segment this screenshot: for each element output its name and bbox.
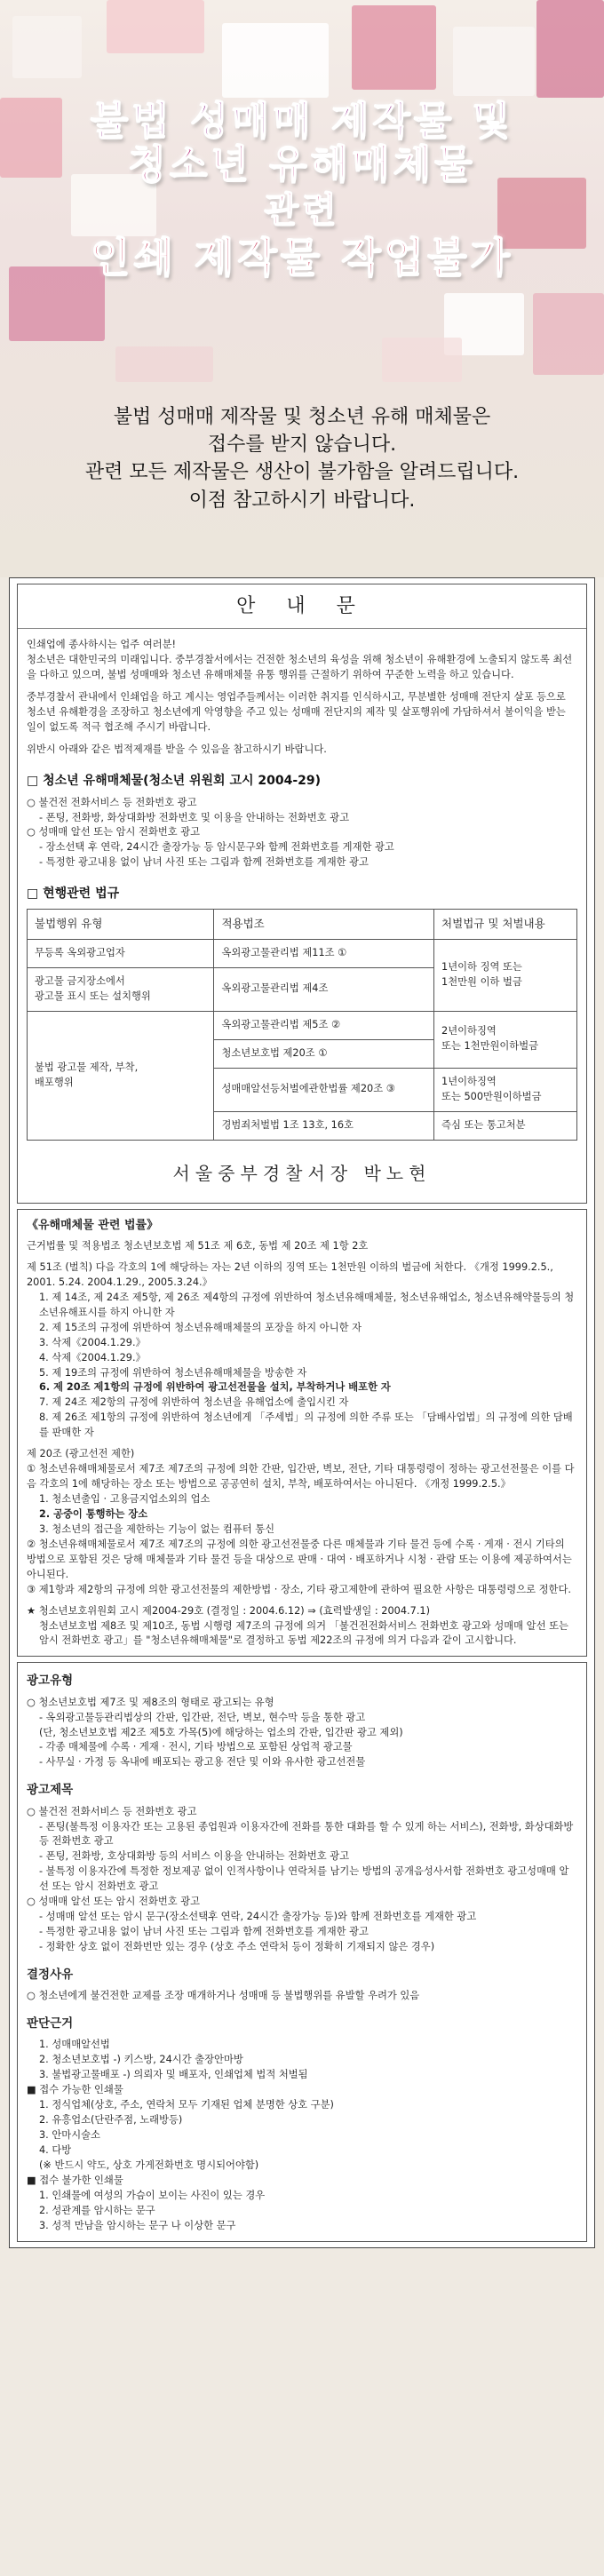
table-cell: 즉심 또는 통고처분 (434, 1111, 577, 1140)
signature: 서울중부경찰서장 박노현 (172, 1162, 432, 1184)
hero-subtitle (0, 403, 604, 514)
law-line: 1. 제 14조, 제 24조 제5항, 제 26조 제4항의 규정에 위반하여 청소년유해매체물, 청소년유해업소, 청소년유해약물등의 청소년유해표시를 하지 아니한 자 (39, 1291, 575, 1318)
list-item: 3. 성적 만남을 암시하는 문구 나 이상한 문구 (39, 2219, 236, 2231)
decor-square (382, 338, 462, 382)
decor-square (453, 27, 535, 96)
law-line: ② 청소년유해매체물로서 제7조 제7조의 규정에 의한 광고선전물중 다른 매체물과 기타 물건 등에 수록 · 게재 · 전시 기타의 방법으로 포함된 것은 당해 매체물과 기타 물건 등을 대상으로 판매 · 대여 · 배포하거나 시청 · 관람 또는 이용에 제공하여서는 아니된다. (27, 1538, 572, 1580)
law-line: 청소년보호법 제8조 및 제10조, 동법 시행령 제7조의 규정에 의거 「불건전전화서비스 전화번호 광고와 성매매 알선 또는 암시 전화번호 광고」를 "청소년유해매체물"로 결정하고 동법 제22조의 규정에 의거 다음과 같이 고시합니다. (39, 1619, 568, 1647)
list-item: ○ 청소년보호법 제7조 및 제8조의 형태로 광고되는 유형 (27, 1696, 274, 1708)
list-item: - 폰팅, 전화방, 화상대화방 전화번호 및 이용을 안내하는 전화번호 광고 (39, 811, 350, 823)
list-item: 3. 안마시술소 (39, 2129, 100, 2141)
table-cell: 1년이하 징역 또는 1천만원 이하 벌금 (434, 940, 577, 1012)
table-cell: 2년이하징역 또는 1천만원이하벌금 (434, 1011, 577, 1068)
law-line: 1. 청소년출입 · 고용금지업소외의 업소 (39, 1493, 211, 1505)
list-item: - 사무실 · 가정 등 옥내에 배포되는 광고용 전단 및 이와 유사한 광고선전물 (39, 1756, 366, 1769)
table-cell: 무등록 옥외광고업자 (28, 940, 214, 968)
law-line: ③ 제1항과 제2항의 규정에 의한 광고선전물의 제한방법 · 장소, 기타 광고제한에 관하여 필요한 사항은 대통령령으로 정한다. (27, 1583, 571, 1595)
document-sheet (9, 577, 595, 2248)
law-line: 제 51조 (벌칙) 다음 각호의 1에 해당하는 자는 2년 이하의 징역 또는 1천만원 이하의 벌금에 처한다. 《개정 1999.2.5., 2001. 5.24. 2004.1.29., 2005.3.24.》 (27, 1260, 553, 1288)
law-line: 제 20조 (광고선전 제한) (27, 1448, 135, 1460)
hero-sub-line-3: 관련 모든 제작물은 생산이 불가함을 알려드립니다. (84, 461, 520, 484)
law-line: ★ 청소년보호위원회 고시 제2004-29호 (결정일 : 2004.6.12) ⇒ (효력발생일 : 2004.7.1) (27, 1604, 431, 1617)
list-item: - 특정한 광고내용 없이 남녀 사진 또는 그림과 함께 전화번호를 게재한 광고 (39, 856, 369, 869)
list-item: ○ 불건전 전화서비스 등 전화번호 광고 (27, 1805, 197, 1817)
notice-box (17, 584, 587, 1204)
law-line-emphasis: 6. 제 20조 제1항의 규정에 위반하여 광고선전물을 설치, 부착하거나 배포한 자 (39, 1381, 391, 1394)
law-line-emphasis: 2. 공중이 통행하는 장소 (39, 1507, 148, 1520)
notice-intro-paragraph: 중부경찰서 관내에서 인쇄업을 하고 계시는 영업주들께서는 이러한 취지를 인식하시고, 무분별한 성매매 전단지 살포 등으로 청소년 유해환경을 조장하고 청소년에게 악영향을 주고 있는 성매매 전단지의 제작 및 살포행위에 가담하셔서 불이익을 받는 일이 없도록 적극 협조해 주시기 바랍니다. (27, 690, 566, 733)
table-cell: 경범죄처벌법 1조 13호, 16호 (214, 1111, 434, 1140)
list-item: - 각종 매체물에 수록 · 게재 · 전시, 기타 방법으로 포함된 상업적 광고물 (39, 1741, 353, 1753)
law-line: ① 청소년유해매체물로서 제7조 제7조의 규정에 의한 간판, 입간판, 벽보, 전단, 기타 대통령령이 정하는 광고선전물은 이를 다음 각호의 1에 해당하는 장소 또는 방법으로 공공연히 설치, 부착, 배포하여서는 아니된다. 《개정 1999.2.5.》 (27, 1463, 575, 1491)
hero-sub-line-2: 접수를 받지 않습니다. (207, 433, 397, 457)
law-line: 근거법률 및 적용법조 청소년보호법 제 51조 제 6호, 동법 제 20조 제 1항 2호 (27, 1240, 369, 1252)
list-item: 1. 정식업체(상호, 주소, 연락처 모두 기재된 업체 분명한 상호 구분) (39, 2099, 334, 2111)
hero-title-line-4: 인쇄 제작물 작업불가 (91, 234, 513, 282)
section-title-related-laws: □ 현행관련 법규 (27, 886, 120, 902)
decor-square (115, 346, 213, 382)
list-item: 1. 성매매알선법 (39, 2039, 110, 2051)
table-row (28, 1011, 577, 1039)
decor-square (536, 0, 604, 98)
table-header-row (28, 910, 577, 940)
ad-title-title: 광고제목 (27, 1783, 74, 1798)
hero-title-line-3: 관련 (264, 189, 340, 231)
decor-square (533, 293, 604, 375)
table-cell: 1년이하징역 또는 500만원이하벌금 (434, 1068, 577, 1111)
notice-intro-greeting: 인쇄업에 종사하시는 업주 여러분! (27, 639, 177, 650)
notice-intro-warning: 위반시 아래와 같은 법적제재를 받을 수 있음을 참고하시기 바랍니다. (27, 743, 327, 755)
law-line: 3. 삭제《2004.1.29.》 (39, 1336, 146, 1348)
decision-box (17, 1662, 587, 2241)
table-cell: 옥외광고물관리법 제11조 ① (214, 940, 434, 968)
list-item: ○ 성매매 알선 또는 암시 전화번호 광고 (27, 1896, 201, 1908)
list-item: 4. 다방 (39, 2143, 72, 2156)
list-item: - 장소선택 후 연락, 24시간 출장가능 등 암시문구와 함께 전화번호를 게재한 광고 (39, 841, 394, 854)
list-item: - 정확한 상호 없이 전화번만 있는 경우 (상호 주소 연락처 등이 정확히 기재되지 않은 경우) (39, 1941, 435, 1952)
table-cell: 불법 광고물 제작, 부착, 배포행위 (28, 1011, 214, 1140)
law-line: 4. 삭제《2004.1.29.》 (39, 1351, 146, 1364)
table-cell: 청소년보호법 제20조 ① (214, 1039, 434, 1068)
list-item: - 폰팅, 전화방, 호상대화방 등의 서비스 이용을 안내하는 전화번호 광고 (39, 1850, 350, 1863)
law-line: 8. 제 26조 제1항의 규정에 위반하여 청소년에게 「주세법」의 규정에 의한 주류 또는 「담배사업법」의 규정에 의한 담배를 판매한 자 (39, 1411, 573, 1439)
list-item: ○ 청소년에게 불건전한 교제를 조장 매개하거나 성매매 등 불법행위를 유발할 우려가 있음 (27, 1990, 420, 2002)
list-item: 3. 불법광고물배포 -) 의뢰자 및 배포자, 인쇄업체 법적 처벌됨 (39, 2069, 308, 2081)
table-header: 적용법조 (214, 910, 434, 940)
list-item: 2. 성관계를 암시하는 문구 (39, 2204, 155, 2216)
table-row (28, 940, 577, 968)
decor-square (352, 5, 436, 90)
law-box (17, 1209, 587, 1658)
hero-sub-line-4: 이점 참고하시기 바랍니다. (188, 489, 416, 512)
table-header: 처벌법규 및 처벌내용 (434, 910, 577, 940)
hero-title-line-1: 불법 성매매 제작물 및 (90, 99, 514, 144)
list-item: 2. 청소년보호법 -) 키스방, 24시간 출장안마방 (39, 2054, 243, 2066)
table-cell: 광고물 금지장소에서 광고물 표시 또는 설치행위 (28, 967, 214, 1011)
hero-title (0, 99, 604, 282)
list-item: 2. 유흥업소(단란주점, 노래방등) (39, 2114, 183, 2127)
list-item: (단, 청소년보호법 제2조 제5호 가목(5)에 해당하는 업소의 간판, 입간판 광고 제외) (39, 1726, 403, 1738)
list-item: 1. 인쇄물에 여성의 가슴이 보이는 사진이 있는 경우 (39, 2189, 266, 2201)
law-line: 3. 청소년의 접근을 제한하는 기능이 없는 컴퓨터 통신 (39, 1523, 275, 1535)
list-item: - 폰팅(불특정 이용자간 또는 고용된 종업원과 이용자간에 전화를 통한 대화를 할 수 있게 하는 서비스), 전화방, 화상대화방 등 전화번호 광고 (39, 1820, 574, 1848)
hero-title-line-2: 청소년 유해매체물 (128, 142, 476, 188)
list-item: ■ 접수 불가한 인쇄물 (27, 2174, 123, 2186)
decor-square (222, 23, 329, 98)
law-line: 2. 제 15조의 규정에 위반하여 청소년유해매체물의 포장을 하지 아니한 자 (39, 1321, 362, 1333)
table-cell: 옥외광고물관리법 제5조 ② (214, 1011, 434, 1039)
list-item: ○ 불건전 전화서비스 등 전화번호 광고 (27, 796, 197, 808)
decor-square (107, 0, 204, 53)
law-box-title: 《유해매체물 관련 법률》 (27, 1218, 159, 1232)
table-header: 불법행위 유형 (28, 910, 214, 940)
laws-table (27, 909, 577, 1140)
table-cell: 성매매알선등처벌에관한법률 제20조 ③ (214, 1068, 434, 1111)
ad-type-title: 광고유형 (27, 1674, 74, 1689)
list-item: - 옥외광고물등관리법상의 간판, 입간판, 전단, 벽보, 현수막 등을 통한 광고 (39, 1711, 366, 1723)
decor-square (12, 16, 82, 78)
section-title-harmful-media: □ 청소년 유해매체물(청소년 위원회 고시 2004-29) (27, 773, 322, 788)
law-line: 7. 제 24조 제2항의 규정에 위반하여 청소년을 유해업소에 출입시킨 자 (39, 1396, 349, 1409)
notice-title: 안 내 문 (18, 590, 586, 629)
list-item: - 불특정 이용자간에 특정한 정보제공 없이 인적사항이나 연락처를 남기는 방법의 공개음성사서함 전화번호 광고성매매 알선 또는 암시 전화번호 광고 (39, 1865, 569, 1893)
table-cell: 옥외광고물관리법 제4조 (214, 967, 434, 1011)
hero-banner (0, 0, 604, 577)
list-item: (※ 반드시 약도, 상호 가게전화번호 명시되어야함) (39, 2159, 259, 2171)
judgment-basis-title: 판단근거 (27, 2016, 74, 2031)
hero-sub-line-1: 불법 성매매 제작물 및 청소년 유해 매체물은 (113, 406, 491, 428)
notice-intro-paragraph: 청소년은 대한민국의 미래입니다. 중부경찰서에서는 건전한 청소년의 육성을 위해 청소년이 유해환경에 노출되지 않도록 최선을 다하고 있으며, 불법 성매매와 청소년 유해매체물 유통 행위를 근절하기 위하여 꾸준한 노력을 하고 있습니다. (27, 653, 573, 680)
law-line: 5. 제 19조의 규정에 위반하여 청소년유해매체물을 방송한 자 (39, 1366, 307, 1379)
list-item: ○ 성매매 알선 또는 암시 전화번호 광고 (27, 826, 201, 839)
list-item: ■ 접수 가능한 인쇄물 (27, 2084, 123, 2096)
list-item: - 특정한 광고내용 없이 남녀 사진 또는 그림과 함께 전화번호를 게재한 광고 (39, 1926, 369, 1938)
list-item: - 성매매 알선 또는 암시 문구(장소선택후 연락, 24시간 출장가능 등)와 함께 전화번호를 게재한 광고 (39, 1911, 477, 1923)
decision-reason-title: 결정사유 (27, 1967, 74, 1982)
